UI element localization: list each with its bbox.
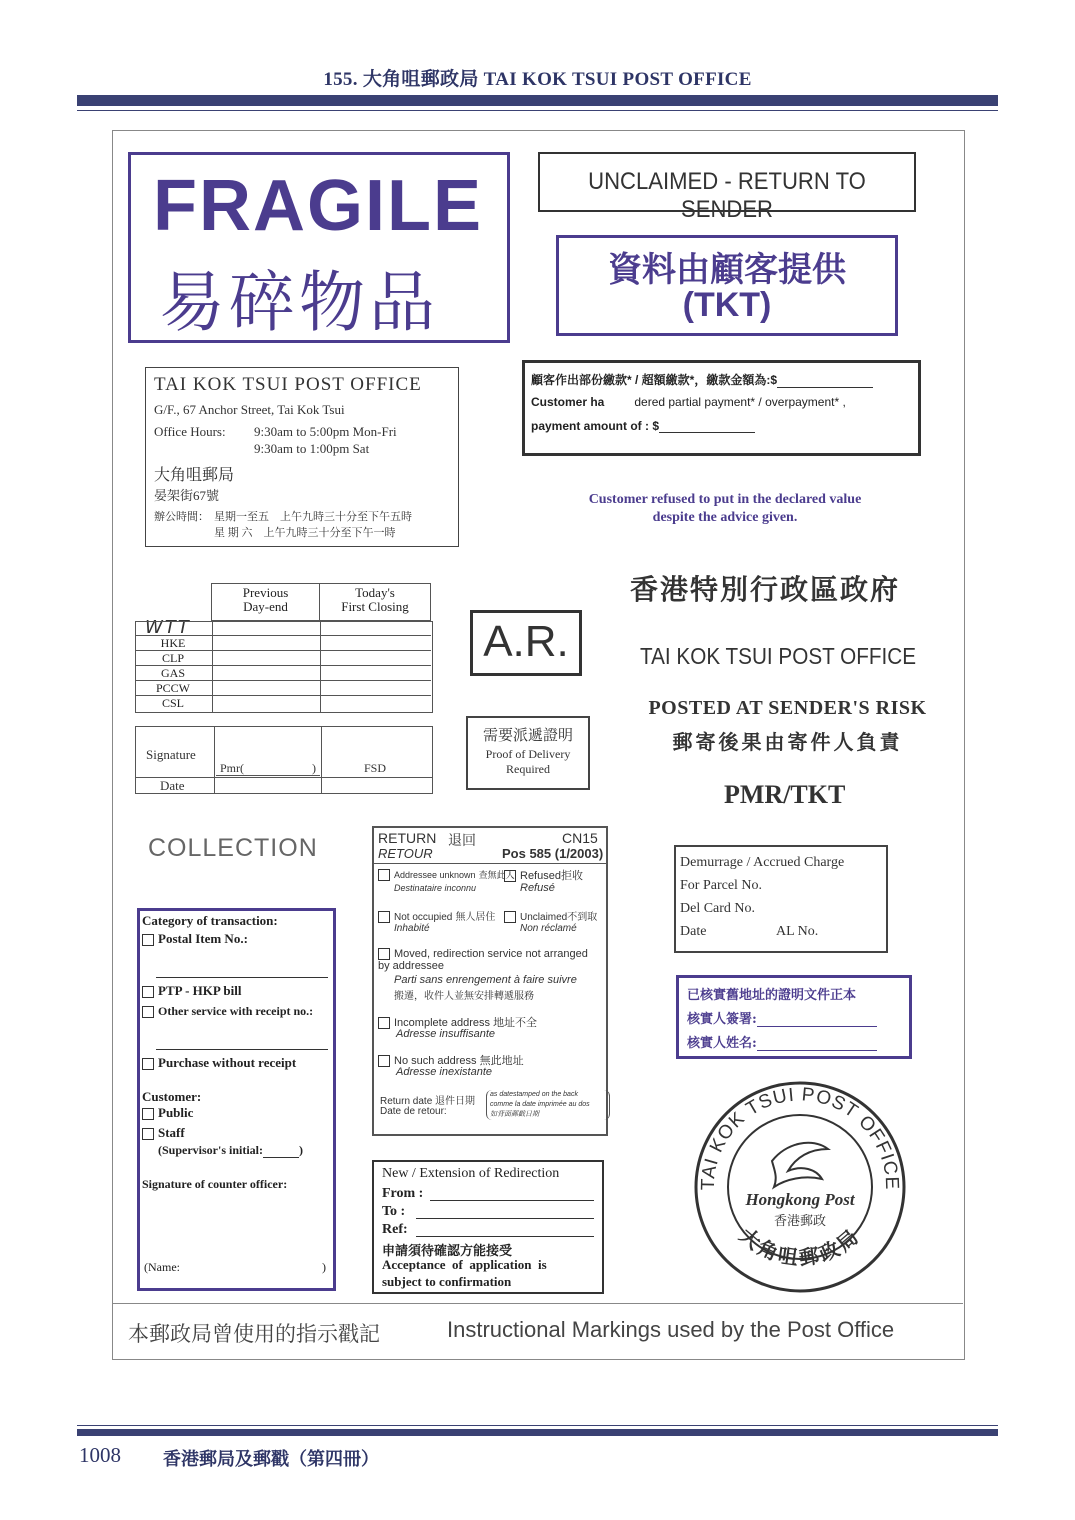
pod-en1: Proof of Delivery	[485, 747, 571, 761]
moved-fr: Parti sans enrengement à faire suivre	[394, 974, 577, 986]
payment-line1-blank	[777, 387, 873, 388]
po-zh-hours-weekday: 星期一至五 上午九時三十分至下午五時	[214, 511, 412, 523]
demurrage-line3: Del Card No.	[680, 901, 756, 916]
refused-zh: 拒收	[560, 870, 583, 882]
bill-row	[135, 650, 431, 666]
category-name-close: )	[322, 1260, 326, 1274]
staff-checkbox[interactable]	[142, 1128, 154, 1140]
category-transaction-stamp	[137, 908, 336, 1291]
ar-text: A.R.	[483, 617, 569, 666]
address-verification-stamp	[676, 975, 912, 1059]
notocc-fr: Inhabité	[394, 923, 430, 934]
redirection-ref: Ref:	[382, 1222, 408, 1237]
collection-stamp: COLLECTION	[148, 834, 318, 862]
return-code: CN15	[562, 830, 598, 846]
notocc-zh: 無人居住	[455, 912, 496, 923]
incomplete-zh: 地址不全	[493, 1017, 538, 1029]
tkt-customer-info-stamp	[556, 235, 898, 336]
signature-date-box	[135, 726, 433, 794]
return-pos: Pos 585 (1/2003)	[502, 846, 604, 861]
bill-row	[135, 635, 431, 651]
category-other: Other service with receipt no.:	[158, 1004, 314, 1018]
po-zh-hours-label: 辦公時間：	[154, 511, 209, 523]
pmr-close: )	[312, 761, 316, 775]
seal-ring-top: TAI KOK TSUI POST OFFICE	[697, 1084, 903, 1191]
bill-row-label: CSL	[161, 696, 184, 710]
bill-row-label: HKE	[160, 636, 186, 650]
payment-line3: payment amount of : $	[531, 419, 660, 433]
supervisor-blank	[263, 1157, 299, 1158]
category-supervisor-close: )	[299, 1143, 304, 1157]
posted-risk-en: POSTED AT SENDER'S RISK	[648, 697, 927, 719]
signature-label: Signature	[146, 747, 196, 762]
fragile-en: FRAGILE	[153, 166, 483, 246]
postal-checkbox[interactable]	[142, 934, 154, 946]
return-title-en: RETURN	[378, 830, 437, 846]
pod-en2: Required	[506, 762, 550, 776]
category-name: (Name:	[144, 1260, 180, 1274]
fragile-stamp	[128, 152, 510, 343]
po-address-stamp	[145, 367, 459, 547]
bill-col-today: Today's First Closing	[341, 585, 409, 614]
verified-line2: 核實人簽署:	[687, 1012, 757, 1027]
caption-en: Instructional Markings used by the Post Office	[447, 1317, 895, 1342]
refused-checkbox[interactable]	[504, 870, 516, 882]
nosuch-zh: 無此地址	[479, 1055, 524, 1067]
refused-line2: despite the advice given.	[652, 510, 798, 525]
moved-en: Moved, redirection service not arranged by addressee	[378, 948, 588, 973]
unclaimed-text: UNCLAIMED - RETURN TO SENDER	[588, 168, 866, 223]
po-zh-address: 晏架街67號	[154, 488, 220, 503]
category-purchase: Purchase without receipt	[158, 1055, 297, 1070]
header-rule-thick	[77, 95, 998, 106]
po-zh-hours-saturday: 星 期 六 上午九時三十分至下午一時	[214, 527, 396, 539]
refused-fr: Refusé	[520, 882, 555, 894]
verified-line1: 已核實舊地址的證明文件正本	[687, 988, 857, 1003]
bill-row-label: GAS	[160, 666, 185, 680]
footer-rule-thin	[77, 1425, 998, 1426]
po-hours-weekday: 9:30am to 5:00pm Mon-Fri	[254, 424, 397, 439]
unknown-fr: Destinataire inconnu	[394, 883, 477, 893]
category-customer: Customer:	[142, 1089, 202, 1104]
ptp-checkbox[interactable]	[142, 986, 154, 998]
fsd-label: FSD	[364, 761, 387, 775]
verified-line3-blank	[757, 1050, 877, 1051]
caption-divider	[112, 1303, 963, 1304]
moved-zh: 搬遷，收件人並無安排轉遞服務	[394, 991, 534, 1002]
seal-ring-bottom: 大角咀郵政局	[735, 1222, 865, 1271]
fragile-zh: 易碎物品	[159, 264, 439, 341]
category-title: Category of transaction:	[142, 913, 278, 928]
page-header-title: 155. 大角咀郵政局 TAI KOK TSUI POST OFFICE	[323, 69, 752, 90]
unclaimed-en: Unclaimed	[520, 912, 568, 923]
proof-of-delivery-stamp	[466, 716, 590, 790]
seal-graphic	[690, 1075, 910, 1295]
footer-rule-thick	[77, 1429, 998, 1436]
public-checkbox[interactable]	[142, 1108, 154, 1120]
refused-line1: Customer refused to put in the declared value	[588, 492, 862, 507]
pmr-tkt-stamp: PMR/TKT	[724, 780, 846, 809]
notocc-checkbox[interactable]	[378, 911, 390, 923]
verified-line2-blank	[757, 1026, 877, 1027]
redirection-en2: subject to confirmation	[382, 1274, 512, 1289]
retdate-note3: 如背面郵戳日期	[490, 1111, 539, 1118]
payment-line2-start: Customer ha	[531, 395, 605, 409]
retdate-en: Return date	[380, 1096, 433, 1107]
retdate-zh: 退件日期	[435, 1096, 476, 1107]
category-signature: Signature of counter officer:	[142, 1177, 288, 1191]
unclaimed-fr: Non réclamé	[520, 923, 577, 934]
posted-at-risk-stamp	[640, 697, 935, 755]
redirection-zh: 申請須待確認方能接受	[382, 1243, 513, 1258]
demurrage-line2: For Parcel No.	[680, 878, 763, 893]
po-address-title: TAI KOK TSUI POST OFFICE	[154, 374, 422, 395]
payment-line1: 顧客作出部份繳款* / 超額繳款*，繳款金額為:$	[531, 373, 778, 387]
redirection-to: To :	[382, 1204, 406, 1219]
bill-row	[135, 695, 431, 711]
po-zh-name: 大角咀郵局	[154, 467, 235, 484]
bill-row-label: CLP	[161, 651, 184, 665]
incomplete-checkbox[interactable]	[378, 1017, 390, 1029]
tkt-en: (TKT)	[682, 286, 772, 324]
category-ptp: PTP - HKP bill	[158, 983, 242, 998]
seal-brand: Hongkong Post	[745, 1190, 855, 1209]
verified-line3: 核實人姓名:	[687, 1036, 757, 1051]
demurrage-stamp	[674, 845, 888, 953]
tkt-postmark-seal	[690, 1075, 910, 1295]
unclaimed-checkbox[interactable]	[504, 911, 516, 923]
tkt-post-office-stamp: TAI KOK TSUI POST OFFICE	[640, 643, 917, 669]
hksar-government-stamp: 香港特別行政區政府	[629, 573, 900, 606]
pod-zh: 需要派遞證明	[482, 728, 573, 744]
redirection-from: From :	[382, 1186, 424, 1201]
notocc-en: Not occupied	[394, 912, 453, 923]
pmr-label: Pmr(	[220, 761, 244, 775]
svg-text:大角咀郵政局	[735, 1223, 865, 1270]
redirection-en1: Acceptance of application is	[382, 1257, 547, 1272]
incomplete-en: Incomplete address	[394, 1017, 490, 1029]
unknown-checkbox[interactable]	[378, 869, 390, 881]
demurrage-al-no: AL No.	[776, 924, 819, 939]
retdate-fr: Date de retour:	[380, 1106, 447, 1117]
caption-zh: 本郵政局曾使用的指示戳記	[128, 1322, 380, 1346]
nosuch-fr: Adresse inexistante	[396, 1066, 492, 1078]
page-number: 1008	[79, 1443, 121, 1467]
retdate-note2: comme la date imprimée au dos	[490, 1101, 590, 1108]
bill-row	[135, 680, 431, 696]
ar-stamp	[470, 610, 582, 676]
refused-en: Refused	[520, 870, 561, 882]
demurrage-line1: Demurrage / Accrued Charge	[680, 855, 845, 870]
book-title: 香港郵局及郵戳（第四冊）	[163, 1449, 379, 1470]
bill-row	[135, 665, 431, 681]
unclaimed-zh: 不到取	[567, 912, 598, 923]
bill-handwritten: WTT	[145, 617, 191, 638]
category-staff: Staff	[158, 1125, 185, 1140]
unknown-zh: 查無此人	[478, 870, 515, 880]
purchase-checkbox[interactable]	[142, 1058, 154, 1070]
nosuch-en: No such address	[394, 1055, 477, 1067]
payment-line2-end: dered partial payment* / overpayment* ,	[634, 395, 846, 409]
nosuch-checkbox[interactable]	[378, 1055, 390, 1067]
bill-payment-table	[135, 583, 431, 713]
incomplete-fr: Adresse insuffisante	[396, 1028, 496, 1040]
return-cn15-form	[372, 826, 608, 1136]
bill-table-header	[211, 583, 431, 621]
tkt-zh: 資料由顧客提供	[608, 250, 846, 290]
po-hours-saturday: 9:30am to 1:00pm Sat	[254, 441, 370, 456]
posted-risk-zh: 郵寄後果由寄件人負責	[672, 730, 903, 754]
partial-payment-stamp	[522, 360, 921, 456]
post-bird-icon	[772, 1143, 828, 1187]
po-address-street: G/F., 67 Anchor Street, Tai Kok Tsui	[154, 402, 345, 417]
retdate-note1: as datestamped on the back	[490, 1091, 578, 1098]
other-checkbox[interactable]	[142, 1006, 154, 1018]
po-hours-label: Office Hours:	[154, 424, 226, 439]
return-title-zh: 退回	[448, 832, 476, 848]
unknown-en: Addressee unknown	[394, 870, 476, 880]
bill-row-label: PCCW	[155, 681, 190, 695]
redirection-title: New / Extension of Redirection	[382, 1166, 560, 1181]
seal-brand-zh: 香港郵政	[773, 1214, 827, 1229]
payment-line3-blank	[659, 432, 755, 433]
category-postal: Postal Item No.:	[158, 931, 248, 946]
demurrage-date: Date	[680, 924, 707, 939]
category-public: Public	[158, 1105, 194, 1120]
retdate-note	[486, 1090, 610, 1120]
moved-checkbox[interactable]	[378, 948, 390, 960]
redirection-stamp	[372, 1160, 604, 1294]
header-rule-thin	[77, 110, 998, 111]
return-title-fr: RETOUR	[378, 846, 433, 861]
bill-col-previous: Previous Day-end	[242, 585, 289, 614]
unclaimed-stamp	[538, 152, 916, 223]
refused-declared-value-stamp	[540, 491, 910, 527]
date-label: Date	[160, 778, 185, 793]
category-supervisor: (Supervisor's initial:	[158, 1143, 264, 1157]
